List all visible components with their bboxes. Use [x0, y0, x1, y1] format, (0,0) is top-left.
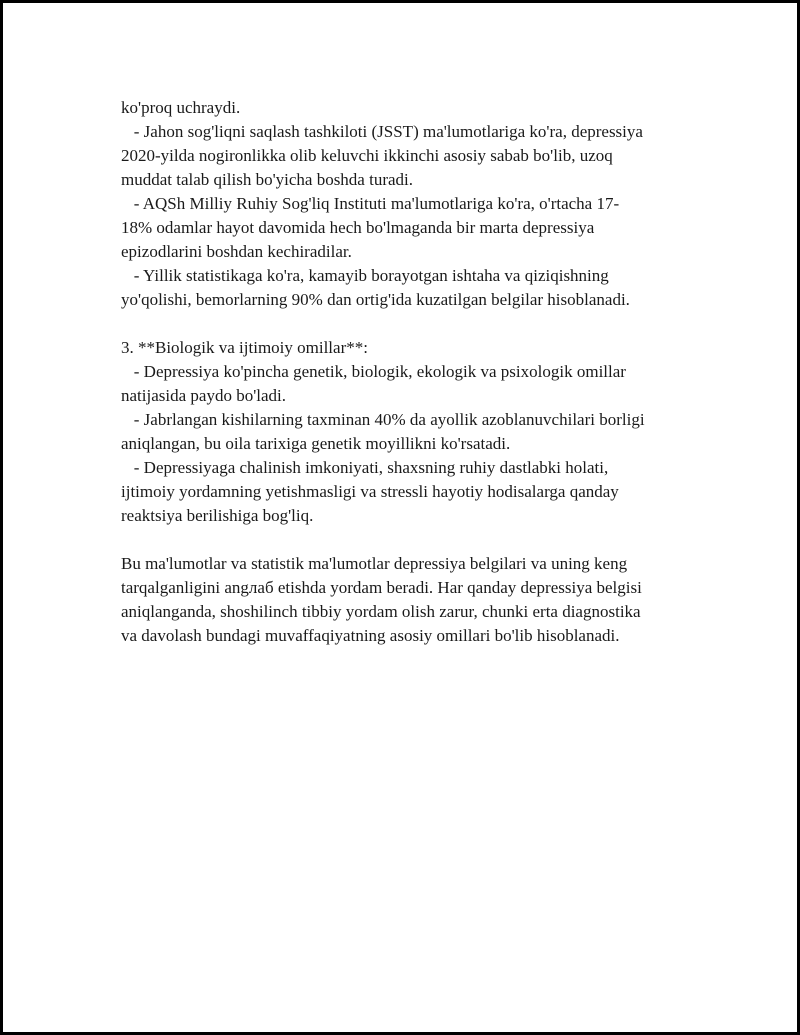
text-line: ijtimoiy yordamning yetishmasligi va stressli hayotiy hodisalarga qanday: [121, 482, 619, 501]
text-line: 18% odamlar hayot davomida hech bo'lmaganda bir marta depressiya: [121, 218, 595, 237]
text-line: 2020-yilda nogironlikka olib keluvchi ikkinchi asosiy sabab bo'lib, uzoq: [121, 146, 613, 165]
factors-section: [121, 336, 691, 528]
text-line: aniqlanganda, shoshilinch tibbiy yordam olish zarur, chunki erta diagnostika: [121, 602, 641, 621]
text-line: - Jabrlangan kishilarning taxminan 40% da ayollik azoblanuvchilari borligi: [121, 410, 645, 429]
conclusion-paragraph: [121, 552, 691, 648]
section-heading: 3. **Biologik va ijtimoiy omillar**:: [121, 338, 368, 357]
text-line: tarqalganligini angлаб etishda yordam beradi. Har qanday depressiya belgisi: [121, 578, 642, 597]
text-line: - Depressiya ko'pincha genetik, biologik, ekologik va psixologik omillar: [121, 362, 626, 381]
text-line: ko'proq uchraydi.: [121, 98, 241, 117]
text-line: Bu ma'lumotlar va statistik ma'lumotlar depressiya belgilari va uning keng: [121, 554, 628, 573]
document-body: [121, 96, 691, 648]
text-line: muddat talab qilish bo'yicha boshda turadi.: [121, 170, 414, 189]
text-line: - Jahon sog'liqni saqlash tashkiloti (JSST) ma'lumotlariga ko'ra, depressiya: [121, 122, 643, 141]
text-line: natijasida paydo bo'ladi.: [121, 386, 286, 405]
statistics-section: [121, 96, 691, 312]
text-line: yo'qolishi, bemorlarning 90% dan ortig'ida kuzatilgan belgilar hisoblanadi.: [121, 290, 630, 309]
paragraph-gap: [121, 312, 691, 336]
text-line: - Yillik statistikaga ko'ra, kamayib borayotgan ishtaha va qiziqishning: [121, 266, 609, 285]
text-line: aniqlangan, bu oila tarixiga genetik moyillikni ko'rsatadi.: [121, 434, 511, 453]
text-line: epizodlarini boshdan kechiradilar.: [121, 242, 352, 261]
text-line: - AQSh Milliy Ruhiy Sog'liq Instituti ma'lumotlariga ko'ra, o'rtacha 17-: [121, 194, 620, 213]
text-line: - Depressiyaga chalinish imkoniyati, shaxsning ruhiy dastlabki holati,: [121, 458, 609, 477]
paragraph-gap: [121, 528, 691, 552]
text-line: reaktsiya berilishiga bog'liq.: [121, 506, 314, 525]
text-line: va davolash bundagi muvaffaqiyatning asosiy omillari bo'lib hisoblanadi.: [121, 626, 620, 645]
